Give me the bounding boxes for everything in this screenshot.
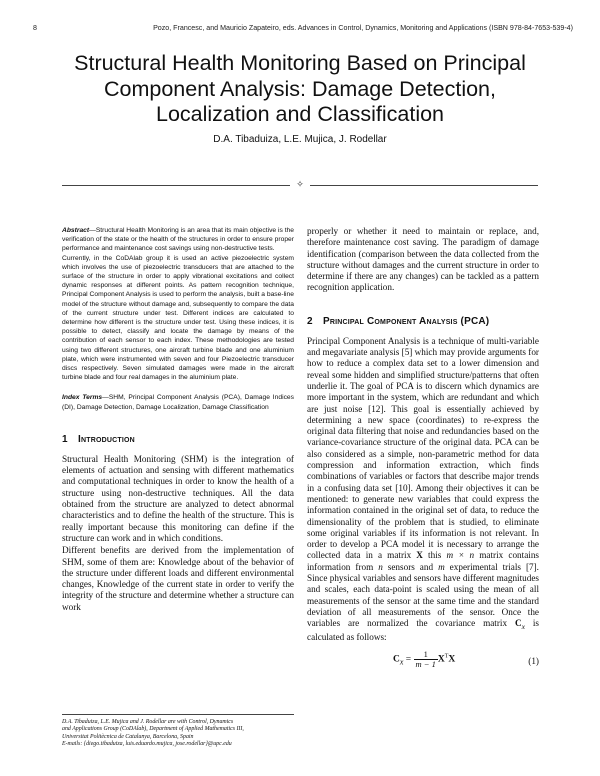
intro-continuation: properly or whether it need to maintain or replace, and, therefore maintenance cost saving. The paradigm of damage identification (comparison between the data collected from the structure without damages and the current structure in order to determine if there are any changes) can be tackled as a pattern recognition application. bbox=[307, 226, 539, 293]
pca-text: sensors and bbox=[382, 561, 439, 572]
eq-fraction bbox=[414, 650, 438, 669]
eq-lhs-sub: x bbox=[399, 657, 404, 667]
pca-text: Principal Component Analysis is a technique of multi-variable and megavariate analysis [5] which may provide arguments for how to reduce a complex data set to a lower dimension and reveal some hidden and simplified structure/patterns that often underlie it. The goal of PCA is to discern which dynamics are more important in the system, which are redundant and which are just noise [12]. This goal is essentially achieved by determining a new space (coordinates) to re-express the original data filtering that noise and redundancies based on the variance-covariance structure of the original data. PCA can be also considered as a simple, non-parametric method for data compression and information extraction, which finds combinations of variables or factors that describe major trends in a confusing data set [10]. Among their objectives it can be mentioned: to generate new variables that could express the information contained in the original set of data, to reduce the dimensionality of the problem that is studied, to eliminate some original variables if its information is not relevant. In order to develop a PCA model it is necessary to arrange the collected data in a matrix bbox=[307, 335, 539, 561]
eq-equals: = bbox=[403, 654, 414, 665]
abstract-label: Abstract bbox=[62, 227, 90, 234]
equation-number: (1) bbox=[528, 655, 539, 666]
index-terms-text: —SHM, Principal Component Analysis (PCA), Damage Indices (DI), Damage Detection, Damage Localization, Damage Classification bbox=[62, 394, 294, 411]
intro-paragraph-2: Different benefits are derived from the implementation of SHM, some of them are: Knowledge about of the behavior of the structure under different loads and different environmental changes, Knowledge of the current state in order to verify the integrity of the structure and determine whether a structure can work bbox=[62, 545, 294, 612]
pca-text: is calculated as follows: bbox=[307, 618, 539, 643]
title-line: Localization and Classification bbox=[155, 102, 445, 126]
left-column bbox=[62, 226, 294, 613]
matrix-symbol: X bbox=[416, 550, 423, 561]
eq-denominator: m − 1 bbox=[415, 658, 436, 669]
author-footnote bbox=[62, 714, 294, 748]
pca-paragraph bbox=[307, 336, 539, 644]
matrix-dimensions: m × n bbox=[446, 550, 475, 561]
index-terms bbox=[62, 393, 294, 411]
pca-text: matrix contains information from bbox=[307, 550, 540, 572]
pca-text: this bbox=[422, 550, 447, 561]
right-column bbox=[307, 226, 539, 672]
equation-math bbox=[393, 650, 455, 669]
abstract-p2: Currently, in the CoDAlab group it is used an active piezoelectric system which involves the use of piezoelectric transducers that are attached to the surface of the structure in order to apply vibrational excitations and collect dynamic responses at different points. As pattern recognition technique, Principal Component Analysis is used to perform the analysis, built a base-line model of the structure without damage and, subsequently to compare the data of the current structure under test. Different indices are calculated to determine how different is the structure under test. Using these indices, it is possible to detect, classify and locate the damage by means of the contribution of each sensor to each index. These methodologies are tested using two different structures, one aircraft turbine blade and one aluminium plate, which were instrumented with seven and four Piezoelectric transducer discs respectively. Seven simulated damages were made in the aircraft turbine blade and four real damages in the aluminium plate. bbox=[62, 254, 294, 382]
page-number: 8 bbox=[33, 24, 37, 32]
var-n: n bbox=[378, 561, 383, 572]
eq-x2: X bbox=[448, 654, 456, 665]
section-heading-introduction bbox=[62, 434, 294, 445]
section-title: Introduction bbox=[78, 433, 135, 445]
section-title: Principal Component Analysis (PCA) bbox=[323, 315, 490, 327]
eq-lhs: C bbox=[393, 654, 400, 665]
eq-x1: X bbox=[437, 654, 445, 665]
pca-text: experimental trials [7]. Since physical variables and sensors have different magnitudes and scales, each data-point is scaled using the mean of all measurements of the sensor at the same time and the standard deviation of all measurements of the sensor. Once the variables are normalized the covariance matrix bbox=[307, 561, 539, 629]
footnote-line: and Applications Group (CoDAlab), Department of Applied Mathematics III, bbox=[62, 726, 244, 733]
running-title: Pozo, Francesc, and Mauricio Zapateiro, eds. Advances in Control, Dynamics, Monitoring and Applications (ISBN 978-84-7653-539-4) bbox=[153, 24, 573, 32]
divider-ornament-icon: ✧ bbox=[290, 178, 310, 192]
eq-numerator: 1 bbox=[414, 650, 438, 660]
running-header bbox=[33, 24, 573, 36]
abstract-p1 bbox=[62, 226, 294, 254]
author-list: D.A. Tibaduiza, L.E. Mujica, J. Rodellar bbox=[213, 134, 387, 145]
footnote-line: E-mails: {diego.tibaduiza, luis.eduardo.mujica, jose.rodellar}@upc.edu bbox=[62, 740, 232, 747]
abstract-text: —Structural Health Monitoring is an area that its main objective is the verification of the state or the health of the structures in order to ensure proper performance and maintenance cost savings using non-destructive tests. bbox=[62, 227, 294, 253]
paper-title bbox=[40, 51, 560, 128]
title-line: Component Analysis: Damage Detection, bbox=[104, 76, 496, 101]
section-number: 1 bbox=[62, 433, 68, 445]
equation-1 bbox=[307, 650, 539, 672]
eq-sup: T bbox=[444, 653, 449, 660]
intro-paragraph-1: Structural Health Monitoring (SHM) is the integration of elements of actuation and sensing with different mathematics and computational techniques in order to know the health of a structure using non-destructive techniques. All the data obtained from the structure are analyzed to detect abnormal characteristics and to define the health of the structure. This is really important because this monitoring can define if the structure can work and in which conditions. bbox=[62, 453, 294, 543]
title-line: Structural Health Monitoring Based on Principal bbox=[74, 51, 526, 75]
section-number: 2 bbox=[307, 315, 313, 327]
index-terms-label: Index Terms bbox=[62, 394, 103, 402]
section-heading-pca bbox=[307, 316, 539, 327]
footnote-line: Universitat Politècnica de Catalunya, Barcelona, Spain bbox=[62, 733, 194, 740]
cov-symbol: C bbox=[514, 618, 522, 629]
var-m: m bbox=[438, 561, 445, 572]
footnote-line: D.A. Tibaduiza, L.E. Mujica and J. Rodellar are with Control, Dynamics bbox=[62, 719, 234, 725]
cov-subscript: x bbox=[521, 622, 525, 632]
